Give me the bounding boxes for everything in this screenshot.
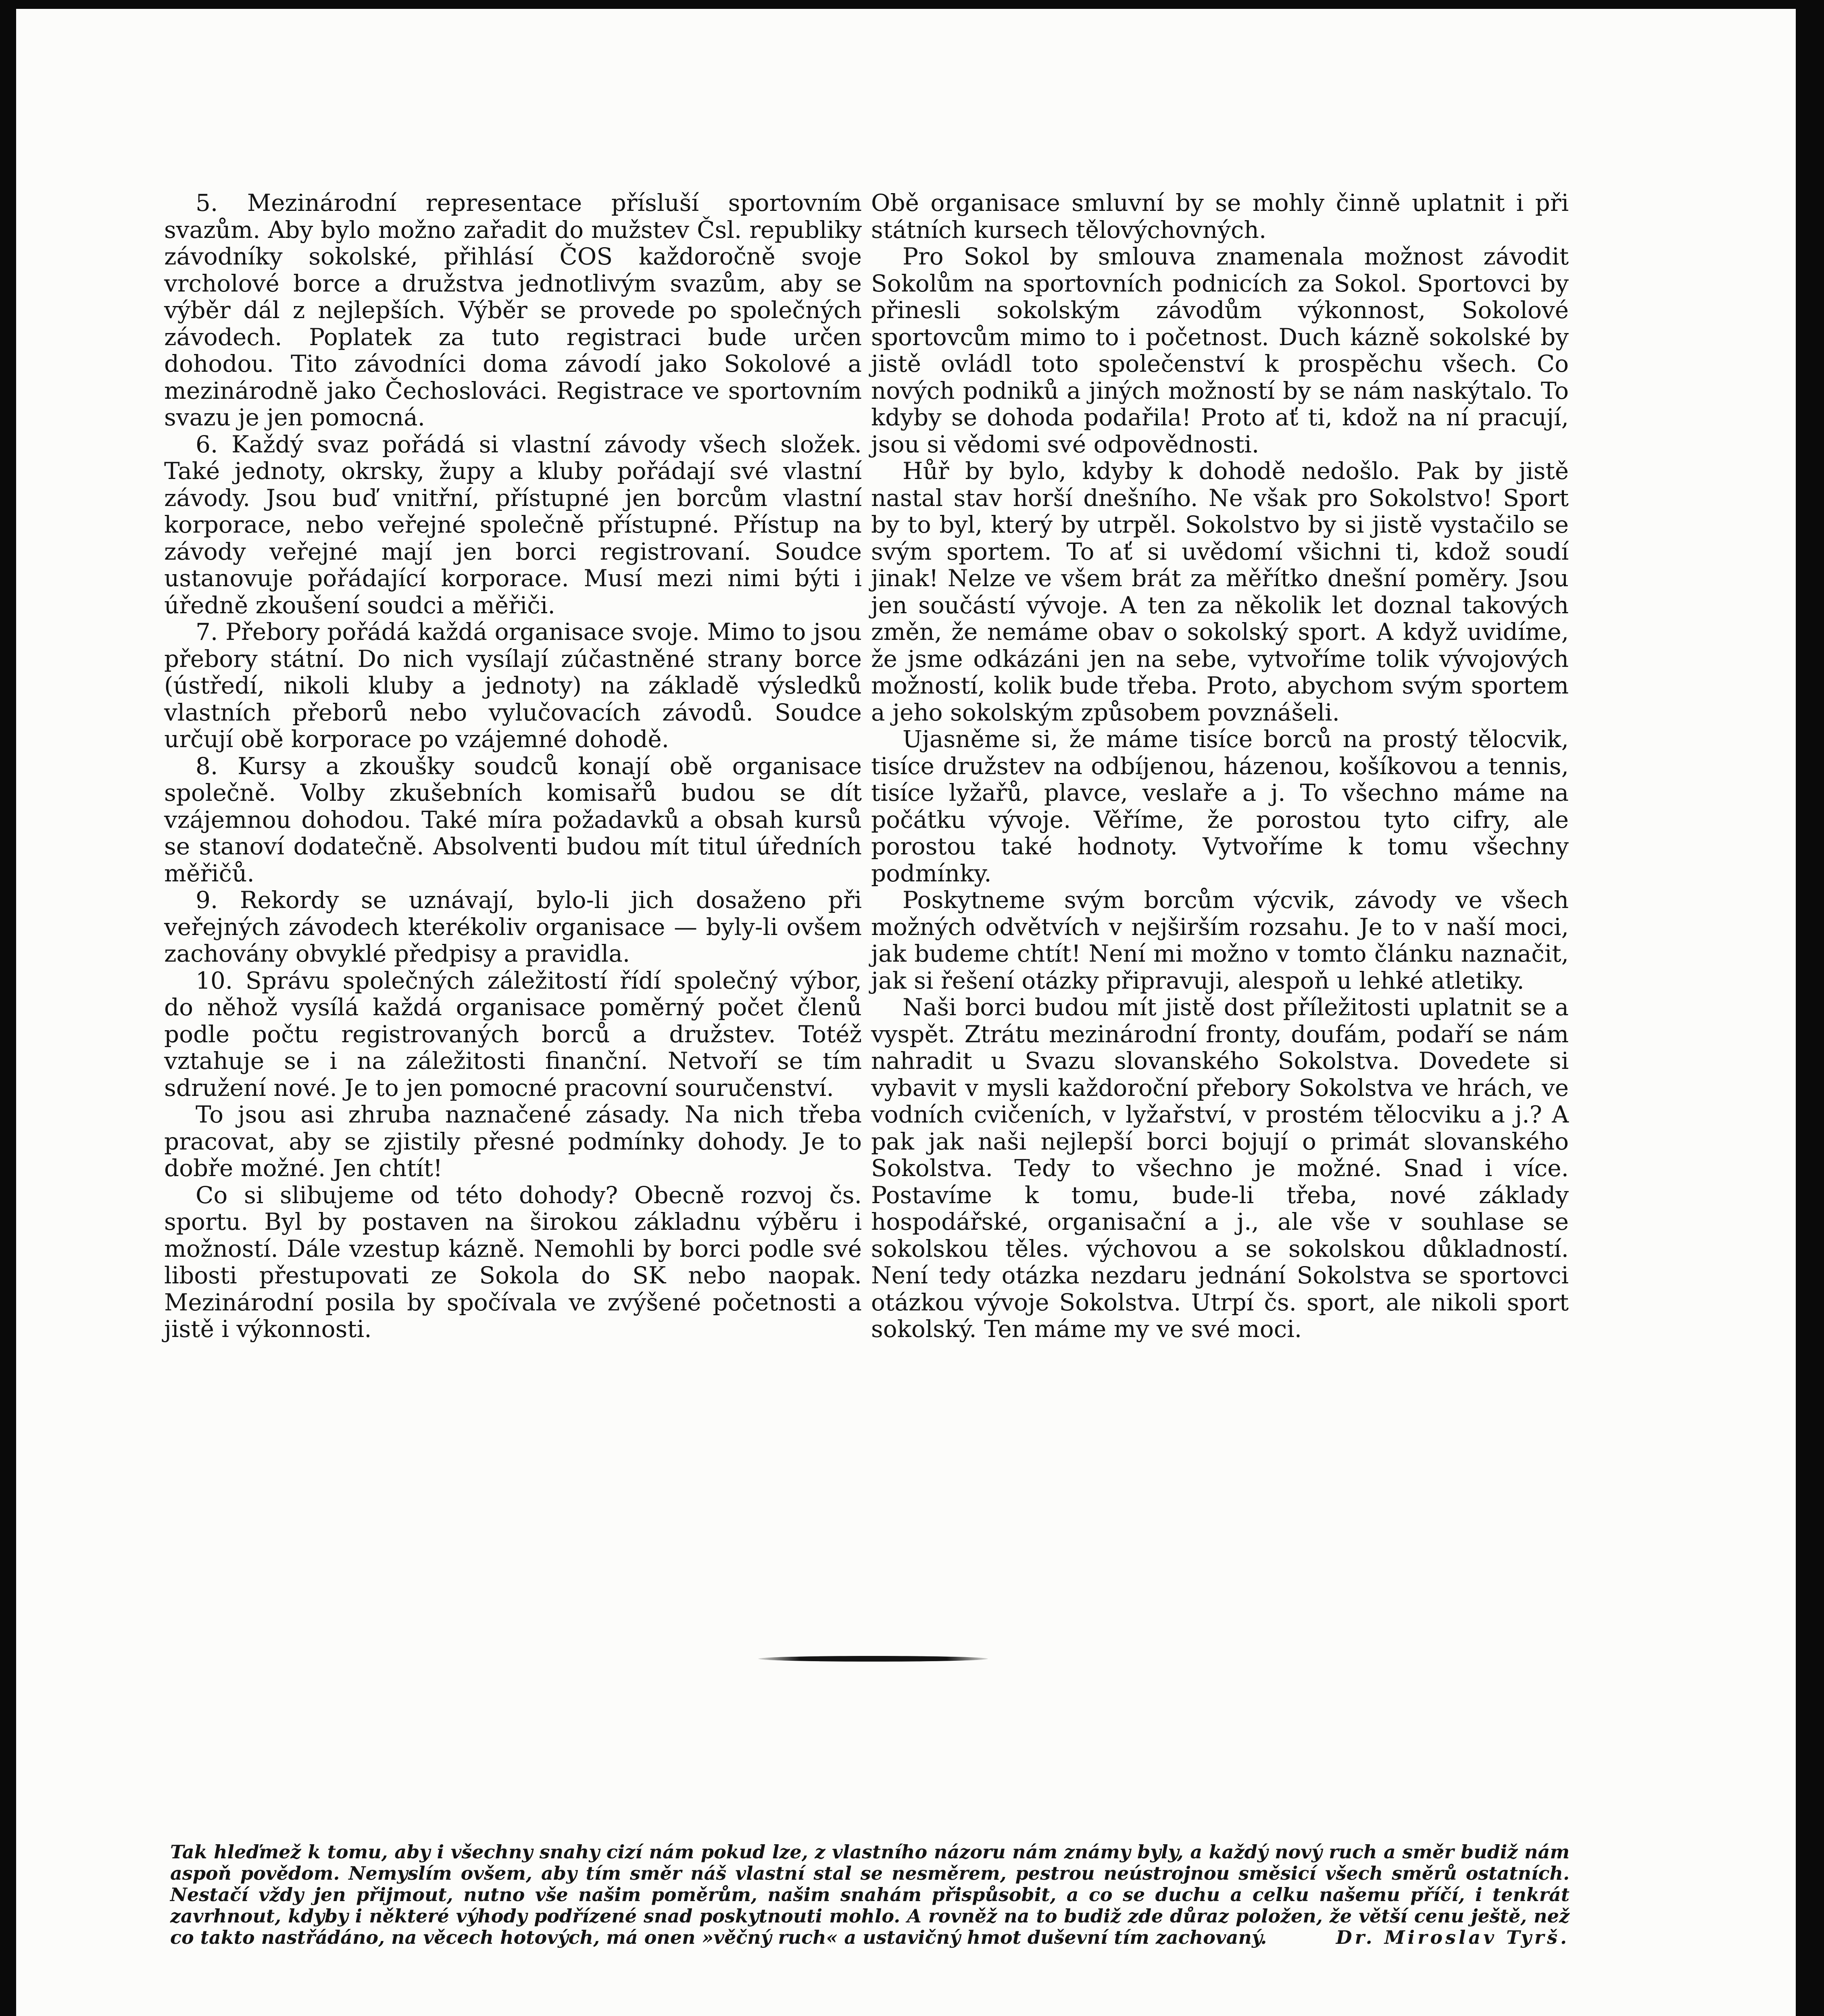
document-page (16, 9, 1796, 2016)
right-column (871, 190, 1569, 1343)
paragraph: 10. Správu společných záležitostí řídí společný výbor, do něhož vysílá každá organisace poměrný počet členů podle počtu registrovaných borců a družstev. Totéž vztahuje se i na záležitosti finanční. Netvoří se tím sdružení nové. Je to jen pomocné pracovní souručenství. (164, 966, 862, 1102)
paragraph: Naši borci budou mít jistě dost příležitosti uplatnit se a vyspět. Ztrátu mezinárodní fronty, doufám, podaří se nám nahradit u Svazu slovanského Sokolstva. Dovedete si vybavit v mysli každoroční přebory Sokolstva ve hrách, ve vodních cvičeních, v lyžařství, v prostém tělocviku a j.? A pak jak naši nejlepší borci bojují o primát slovanského Sokolstva. Tedy to všechno je možné. Snad i více. Postavíme k tomu, bude-li třeba, nové základy hospodářské, organisační a j., ale vše v souhlase se sokolskou těles. výchovou a se sokolskou důkladností. Není tedy otázka nezdaru jednání Sokolstva se sportovci otázkou vývoje Sokolstva. Utrpí čs. sport, ale nikoli sport sokolský. Ten máme my ve své moci. (871, 993, 1569, 1343)
paragraph: Hůř by bylo, kdyby k dohodě nedošlo. Pak by jistě nastal stav horší dnešního. Ne však pro Sokolstvo! Sport by to byl, který by utrpěl. Sokolstvo by si jistě vystačilo se svým sportem. To ať si uvědomí všichni ti, kdož soudí jinak! Nelze ve všem brát za měřítko dnešní poměry. Jsou jen součástí vývoje. A ten za několik let doznal takových změn, že nemáme obav o sokolský sport. A když uvidíme, že jsme odkázáni jen na sebe, vytvoříme tolik vývojových možností, kolik bude třeba. Proto, abychom svým sportem a jeho sokolským způsobem povznášeli. (871, 457, 1569, 726)
quote-text: Tak hleďmež k tomu, aby i všechny snahy cizí nám pokud lze, z vlastního názoru nám známy byly, a každý nový ruch a směr budiž nám aspoň povědom. Nemyslím ovšem, aby tím směr náš vlastní stal se nesměrem, pestrou neústrojnou směsicí všech směrů ostatních. Nestačí vždy jen přijmout, nutno vše našim poměrům, našim snahám přispůsobit, a co se duchu a celku našemu příčí, i tenkrát zavrhnout, kdyby i některé výhody podřízené snad poskytnouti mohlo. A rovněž na to budiž zde důraz položen, že větší cenu ještě, než co takto nastřádáno, na věcech hotových, má onen »věčný ruch« a ustavičný hmot duševní tím zachovaný. (170, 1841, 1570, 1948)
paragraph-continuation: Obě organisace smluvní by se mohly činně uplatnit i při státních kursech tělovýchovných. (871, 189, 1569, 244)
paragraph: 9. Rekordy se uznávají, bylo-li jich dosaženo při veřejných závodech kterékoliv organisace — byly-li ovšem zachovány obvyklé předpisy a pravidla. (164, 886, 862, 967)
paragraph: 6. Každý svaz pořádá si vlastní závody všech složek. Také jednoty, okrsky, župy a kluby pořádají své vlastní závody. Jsou buď vnitřní, přístupné jen borcům vlastní korporace, nebo veřejné společně přístupné. Přístup na závody veřejné mají jen borci registrovaní. Soudce ustanovuje pořádající korporace. Musí mezi nimi býti i úředně zkoušení soudci a měřiči. (164, 430, 862, 619)
paragraph: Pro Sokol by smlouva znamenala možnost závodit Sokolům na sportovních podnicích za Sokol. Sportovci by přinesli sokolským závodům výkonnost, Sokolové sportovcům mimo to i početnost. Duch kázně sokolské by jistě ovládl toto společenství k prospěchu všech. Co nových podniků a jiných možností by se nám naskýtalo. To kdyby se dohoda podařila! Proto ať ti, kdož na ní pracují, jsou si vědomi své odpovědnosti. (871, 243, 1569, 458)
paragraph: Ujasněme si, že máme tisíce borců na prostý tělocvik, tisíce družstev na odbíjenou, házenou, košíkovou a tennis, tisíce lyžařů, plavce, veslaře a j. To všechno máme na počátku vývoje. Věříme, že porostou tyto cifry, ale porostou také hodnoty. Vytvoříme k tomu všechny podmínky. (871, 725, 1569, 887)
paragraph: 5. Mezinárodní representace přísluší sportovním svazům. Aby bylo možno zařadit do mužstev Čsl. republiky závodníky sokolské, přihlásí ČOS každoročně svoje vrcholové borce a družstva jednotlivým svazům, aby se výběr dál z nejlepších. Výběr se provede po společných závodech. Poplatek za tuto registraci bude určen dohodou. Tito závodníci doma závodí jako Sokolové a mezinárodně jako Čechoslováci. Registrace ve sportovním svazu je jen pomocná. (164, 189, 862, 431)
paragraph: 8. Kursy a zkoušky soudců konají obě organisace společně. Volby zkušebních komisařů budou se dít vzájemnou dohodou. Také míra požadavků a obsah kursů se stanoví dodatečně. Absolventi budou mít titul úředních měřičů. (164, 752, 862, 887)
epigraph-quote (170, 1841, 1570, 1948)
paragraph: 7. Přebory pořádá každá organisace svoje. Mimo to jsou přebory státní. Do nich vysílají zúčastněné strany borce (ústředí, nikoli kluby a jednoty) na základě výsledků vlastních přeborů nebo vylučovacích závodů. Soudce určují obě korporace po vzájemné dohodě. (164, 618, 862, 753)
quote-author: Dr. Miroslav Tyrš. (1336, 1926, 1570, 1948)
paragraph: Co si slibujeme od této dohody? Obecně rozvoj čs. sportu. Byl by postaven na širokou základnu výběru i možností. Dále vzestup kázně. Nemohli by borci podle své libosti přestupovati ze Sokola do SK nebo naopak. Mezinárodní posila by spočívala ve zvýšené početnosti a jistě i výkonnosti. (164, 1181, 862, 1343)
paragraph: To jsou asi zhruba naznačené zásady. Na nich třeba pracovat, aby se zjistily přesné podmínky dohody. Je to dobře možné. Jen chtít! (164, 1101, 862, 1182)
section-divider (758, 1656, 988, 1662)
paragraph: Poskytneme svým borcům výcvik, závody ve všech možných odvětvích v nejširším rozsahu. Je to v naší moci, jak budeme chtít! Není mi možno v tomto článku naznačit, jak si řešení otázky připravuji, alespoň u lehké atletiky. (871, 886, 1569, 994)
left-column (164, 190, 862, 1343)
